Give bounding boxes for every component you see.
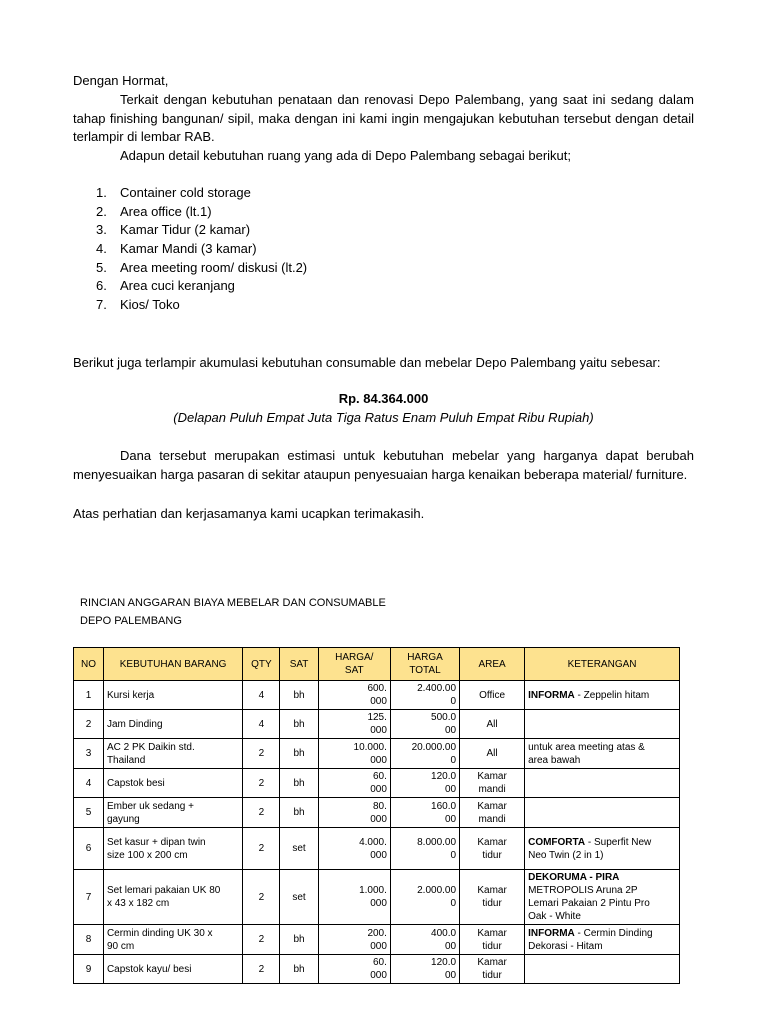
paragraph-detail: Adapun detail kebutuhan ruang yang ada di Depo Palembang sebagai berikut; <box>120 148 572 163</box>
cell-no-text: 4 <box>85 777 92 789</box>
cell-harga-total-line1: 500.0 <box>431 712 457 723</box>
table-row <box>74 769 680 798</box>
header-area: AREA <box>460 648 525 681</box>
cell-sat-text: bh <box>293 689 305 701</box>
list-item <box>96 259 307 278</box>
rincian-title: RINCIAN ANGGARAN BIAYA MEBELAR DAN CONSUMABLE <box>80 597 386 609</box>
cell-harga-sat-line2: 000 <box>370 970 387 981</box>
list-item-number: 7. <box>96 297 107 313</box>
cell-barang-line1: AC 2 PK Daikin std. <box>106 741 195 753</box>
header-keterangan: KETERANGAN <box>525 648 680 681</box>
cell-keterangan-line2: area bawah <box>528 754 581 766</box>
cell-keterangan-line4: Oak - White <box>528 911 581 922</box>
cell-harga-total <box>390 710 459 739</box>
cell-harga-total-line2: 00 <box>444 725 457 736</box>
header-sat: SAT <box>280 648 318 681</box>
cell-barang-line1: Cermin dinding UK 30 x <box>106 927 213 939</box>
cell-no-text: 2 <box>85 718 92 730</box>
cell-qty-text: 2 <box>258 807 265 818</box>
cell-harga-total <box>390 798 459 828</box>
cell-sat-text: set <box>292 891 306 903</box>
cell-barang-line1: Capstok kayu/ besi <box>106 963 192 975</box>
cell-sat-text: bh <box>293 807 305 818</box>
header-harga-total-line1: HARGA <box>407 652 443 663</box>
cell-keterangan-brand: INFORMA <box>528 689 575 701</box>
cell-keterangan <box>525 828 680 870</box>
header-harga-sat <box>318 648 390 681</box>
cell-area-line2: mandi <box>478 813 506 825</box>
header-harga-sat-line1: HARGA/ <box>335 652 374 663</box>
cell-harga-sat <box>318 769 390 798</box>
cell-sat <box>280 925 318 955</box>
header-qty: QTY <box>243 648 280 681</box>
cell-qty-text: 2 <box>258 748 265 759</box>
cell-harga-total <box>390 681 459 710</box>
cell-harga-sat-line1: 60. <box>373 957 387 968</box>
table-row <box>74 828 680 870</box>
cell-harga-sat-line2: 000 <box>370 696 387 707</box>
cell-harga-sat-line2: 000 <box>370 813 387 825</box>
cell-area <box>460 798 525 828</box>
cell-harga-total <box>390 925 459 955</box>
cell-keterangan <box>525 925 680 955</box>
table-row <box>74 955 680 984</box>
cell-harga-sat-line1: 125. <box>367 712 387 723</box>
table-header-row <box>74 648 680 681</box>
cell-harga-sat-line2: 000 <box>370 849 387 861</box>
cell-no <box>74 769 104 798</box>
cell-harga-sat <box>318 925 390 955</box>
cell-sat <box>280 681 318 710</box>
cell-harga-sat-line1: 200. <box>367 927 387 939</box>
list-item-text: Kamar Tidur (2 kamar) <box>120 222 251 238</box>
cell-qty-text: 2 <box>258 843 265 854</box>
list-item-number: 6. <box>96 278 107 294</box>
list-item-number: 1. <box>96 185 107 200</box>
cell-no-text: 7 <box>85 891 92 903</box>
cell-harga-sat-line1: 4.000. <box>359 836 387 848</box>
cell-sat-text: bh <box>293 718 305 730</box>
cell-qty <box>243 739 280 769</box>
cell-area-line2: mandi <box>478 784 506 795</box>
cell-keterangan-brand: COMFORTA <box>528 836 586 848</box>
cell-harga-sat-line1: 10.000. <box>353 741 387 753</box>
cell-barang <box>103 798 242 828</box>
cell-harga-total-line1: 20.000.00 <box>411 741 457 753</box>
list-item-number: 4. <box>96 241 107 257</box>
cell-harga-sat <box>318 870 390 925</box>
cell-harga-total-line2: 0 <box>450 849 457 861</box>
cell-keterangan <box>525 710 680 739</box>
cell-qty <box>243 955 280 984</box>
cell-keterangan-line1: - Zeppelin hitam <box>574 689 650 701</box>
list-item-text: Container cold storage <box>120 185 251 200</box>
cell-barang <box>103 739 242 769</box>
cell-area-line1: All <box>486 748 498 759</box>
rincian-subtitle: DEPO PALEMBANG <box>80 615 182 627</box>
cell-sat <box>280 710 318 739</box>
cell-sat <box>280 798 318 828</box>
list-item <box>96 240 307 259</box>
greeting: Dengan Hormat, <box>73 73 169 88</box>
cell-area <box>460 681 525 710</box>
list-item-text: Area meeting room/ diskusi (lt.2) <box>120 259 308 275</box>
cell-qty-text: 4 <box>258 689 265 701</box>
cell-sat-text: bh <box>293 934 305 945</box>
table-row <box>74 739 680 769</box>
cell-barang <box>103 681 242 710</box>
list-item-text: Kios/ Toko <box>120 297 180 313</box>
cell-harga-total-line1: 8.000.00 <box>417 836 457 848</box>
cell-area <box>460 710 525 739</box>
cell-no <box>74 955 104 984</box>
list-item-number: 5. <box>96 259 107 275</box>
cell-barang <box>103 870 242 925</box>
cell-harga-sat-line2: 000 <box>370 940 387 952</box>
cell-no-text: 5 <box>85 807 92 818</box>
list-item-text: Area office (lt.1) <box>120 203 212 219</box>
cell-barang <box>103 925 242 955</box>
cell-area-line1: Office <box>479 689 506 701</box>
cell-barang <box>103 769 242 798</box>
cell-no-text: 1 <box>85 689 92 701</box>
cell-harga-total-line1: 160.0 <box>431 800 457 812</box>
total-amount-words: (Delapan Puluh Empat Juta Tiga Ratus Enam Puluh Empat Ribu Rupiah) <box>173 410 594 425</box>
table-row <box>74 710 680 739</box>
cell-keterangan <box>525 681 680 710</box>
cell-keterangan-line1: - Cermin Dinding <box>574 927 653 939</box>
cell-area <box>460 739 525 769</box>
cell-barang-line1: Jam Dinding <box>106 718 163 730</box>
cell-harga-total-line2: 0 <box>450 754 457 766</box>
cell-area-line2: tidur <box>482 849 502 861</box>
paragraph-estimation: Dana tersebut merupakan estimasi untuk kebutuhan mebelar yang harganya dapat berubah menyesuaikan harga pasaran di sekitar ataupun penyesuaian harga kenaikan beberapa material/ furniture. <box>73 448 694 482</box>
cell-harga-total <box>390 870 459 925</box>
cell-sat-text: bh <box>293 777 305 789</box>
cell-barang-line2: gayung <box>106 813 140 825</box>
cell-qty-text: 2 <box>258 934 265 945</box>
cell-area-line1: Kamar <box>477 927 507 939</box>
cell-keterangan-line2: Neo Twin (2 in 1) <box>528 849 604 861</box>
cell-area <box>460 955 525 984</box>
list-item <box>96 184 307 203</box>
cell-no-text: 6 <box>85 843 92 854</box>
cell-harga-total-line2: 00 <box>444 813 457 825</box>
cell-harga-sat <box>318 739 390 769</box>
cell-sat <box>280 870 318 925</box>
cell-qty-text: 2 <box>258 891 265 903</box>
cell-harga-sat-line2: 000 <box>370 725 387 736</box>
cell-harga-total-line2: 00 <box>444 784 457 795</box>
header-harga-total <box>390 648 459 681</box>
cell-no-text: 9 <box>85 963 92 975</box>
table-row <box>74 925 680 955</box>
cell-harga-total-line2: 00 <box>444 970 457 981</box>
cell-qty <box>243 769 280 798</box>
cell-barang-line2: Thailand <box>106 754 146 766</box>
cell-sat-text: set <box>292 843 306 854</box>
cell-qty <box>243 925 280 955</box>
table-row <box>74 798 680 828</box>
cell-harga-total <box>390 769 459 798</box>
cell-barang <box>103 710 242 739</box>
cell-sat-text: bh <box>293 963 305 975</box>
cell-harga-total <box>390 955 459 984</box>
cell-sat <box>280 739 318 769</box>
paragraph-accumulation: Berikut juga terlampir akumulasi kebutuhan consumable dan mebelar Depo Palembang yaitu sebesar: <box>73 355 661 370</box>
cell-no <box>74 798 104 828</box>
cell-harga-total <box>390 739 459 769</box>
cell-harga-sat-line1: 1.000. <box>359 885 387 896</box>
table-row <box>74 681 680 710</box>
cell-harga-total-line1: 120.0 <box>431 957 457 968</box>
cell-barang <box>103 955 242 984</box>
cell-harga-total-line1: 2.400.00 <box>417 683 457 694</box>
cell-harga-sat-line1: 80. <box>373 800 387 812</box>
cell-keterangan <box>525 870 680 925</box>
list-item <box>96 296 307 315</box>
cell-sat <box>280 828 318 870</box>
cell-harga-sat-line1: 60. <box>373 771 387 782</box>
room-list <box>96 184 307 315</box>
cell-keterangan <box>525 798 680 828</box>
list-item-text: Area cuci keranjang <box>120 278 235 294</box>
header-no: NO <box>74 648 104 681</box>
cell-qty <box>243 681 280 710</box>
cell-harga-total-line1: 2.000.00 <box>417 885 457 896</box>
cell-harga-total-line2: 0 <box>450 696 457 707</box>
cell-harga-sat-line1: 600. <box>367 683 387 694</box>
cell-no <box>74 828 104 870</box>
cell-barang-line1: Capstok besi <box>106 777 165 789</box>
cell-no <box>74 710 104 739</box>
cell-keterangan-brand: INFORMA <box>528 927 575 939</box>
total-amount: Rp. 84.364.000 <box>338 391 429 406</box>
header-barang: KEBUTUHAN BARANG <box>103 648 242 681</box>
cell-keterangan <box>525 769 680 798</box>
cell-area <box>460 769 525 798</box>
cell-barang-line1: Kursi kerja <box>106 689 155 701</box>
cell-harga-sat-line2: 000 <box>370 784 387 795</box>
cell-harga-sat-line2: 000 <box>370 754 387 766</box>
cell-keterangan <box>525 955 680 984</box>
cell-harga-total-line2: 00 <box>444 940 457 952</box>
cell-no <box>74 681 104 710</box>
cell-harga-sat <box>318 955 390 984</box>
cell-harga-sat <box>318 828 390 870</box>
list-item <box>96 221 307 240</box>
cell-harga-total-line2: 0 <box>450 898 457 909</box>
cell-barang-line1: Set lemari pakaian UK 80 <box>106 885 221 896</box>
list-item <box>96 277 307 296</box>
cell-qty <box>243 828 280 870</box>
table-row <box>74 870 680 925</box>
cell-keterangan-line2: METROPOLIS Aruna 2P <box>528 885 638 896</box>
cell-no-text: 3 <box>85 748 92 759</box>
cell-area-line1: Kamar <box>477 800 507 812</box>
list-item-text: Kamar Mandi (3 kamar) <box>120 241 257 257</box>
cell-area-line1: Kamar <box>477 771 507 782</box>
cell-qty <box>243 870 280 925</box>
cell-harga-total <box>390 828 459 870</box>
cell-area <box>460 925 525 955</box>
cell-harga-sat-line2: 000 <box>370 898 387 909</box>
cell-qty <box>243 710 280 739</box>
list-item <box>96 203 307 222</box>
cell-area-line1: Kamar <box>477 885 507 896</box>
cell-keterangan-line2: Dekorasi - Hitam <box>528 940 603 952</box>
cell-area-line1: Kamar <box>477 957 507 968</box>
paragraph-intro: Terkait dengan kebutuhan penataan dan renovasi Depo Palembang, yang saat ini sedang dalam tahap finishing bangunan/ sipil, maka dengan ini kami ingin mengajukan kebutuhan tersebut dengan detail terlampir di lembar RAB. <box>73 92 694 144</box>
cell-no <box>74 739 104 769</box>
cell-qty <box>243 798 280 828</box>
cell-keterangan-line1: untuk area meeting atas & <box>528 741 645 753</box>
cell-barang-line2: 90 cm <box>106 940 135 952</box>
closing-text: Atas perhatian dan kerjasamanya kami ucapkan terimakasih. <box>73 506 425 521</box>
cell-barang <box>103 828 242 870</box>
rab-table <box>73 647 680 984</box>
cell-area-line1: Kamar <box>477 836 507 848</box>
cell-qty-text: 2 <box>258 963 265 975</box>
cell-barang-line2: x 43 x 182 cm <box>106 898 170 909</box>
cell-qty-text: 4 <box>258 718 265 730</box>
header-harga-total-line2: TOTAL <box>409 665 441 676</box>
cell-keterangan-line3: Lemari Pakaian 2 Pintu Pro <box>528 898 650 909</box>
cell-area <box>460 828 525 870</box>
cell-area-line2: tidur <box>482 898 502 909</box>
cell-no <box>74 925 104 955</box>
cell-qty-text: 2 <box>258 777 265 789</box>
cell-harga-sat <box>318 710 390 739</box>
cell-barang-line2: size 100 x 200 cm <box>106 849 188 861</box>
cell-no-text: 8 <box>85 934 92 945</box>
cell-no <box>74 870 104 925</box>
cell-sat-text: bh <box>293 748 305 759</box>
list-item-number: 3. <box>96 222 107 238</box>
cell-keterangan <box>525 739 680 769</box>
cell-harga-sat <box>318 798 390 828</box>
cell-keterangan-line1: - Superfit New <box>585 836 652 848</box>
cell-area-line1: All <box>486 718 498 730</box>
cell-harga-total-line1: 400.0 <box>431 927 457 939</box>
cell-harga-total-line1: 120.0 <box>431 771 457 782</box>
cell-area-line2: tidur <box>482 940 502 952</box>
cell-harga-sat <box>318 681 390 710</box>
cell-keterangan-brand: DEKORUMA - PIRA <box>528 872 620 883</box>
list-item-number: 2. <box>96 203 107 219</box>
header-harga-sat-line2: SAT <box>344 665 364 676</box>
cell-area-line2: tidur <box>482 970 502 981</box>
cell-area <box>460 870 525 925</box>
cell-sat <box>280 955 318 984</box>
cell-sat <box>280 769 318 798</box>
cell-barang-line1: Set kasur + dipan twin <box>106 836 206 848</box>
cell-barang-line1: Ember uk sedang + <box>106 800 194 812</box>
